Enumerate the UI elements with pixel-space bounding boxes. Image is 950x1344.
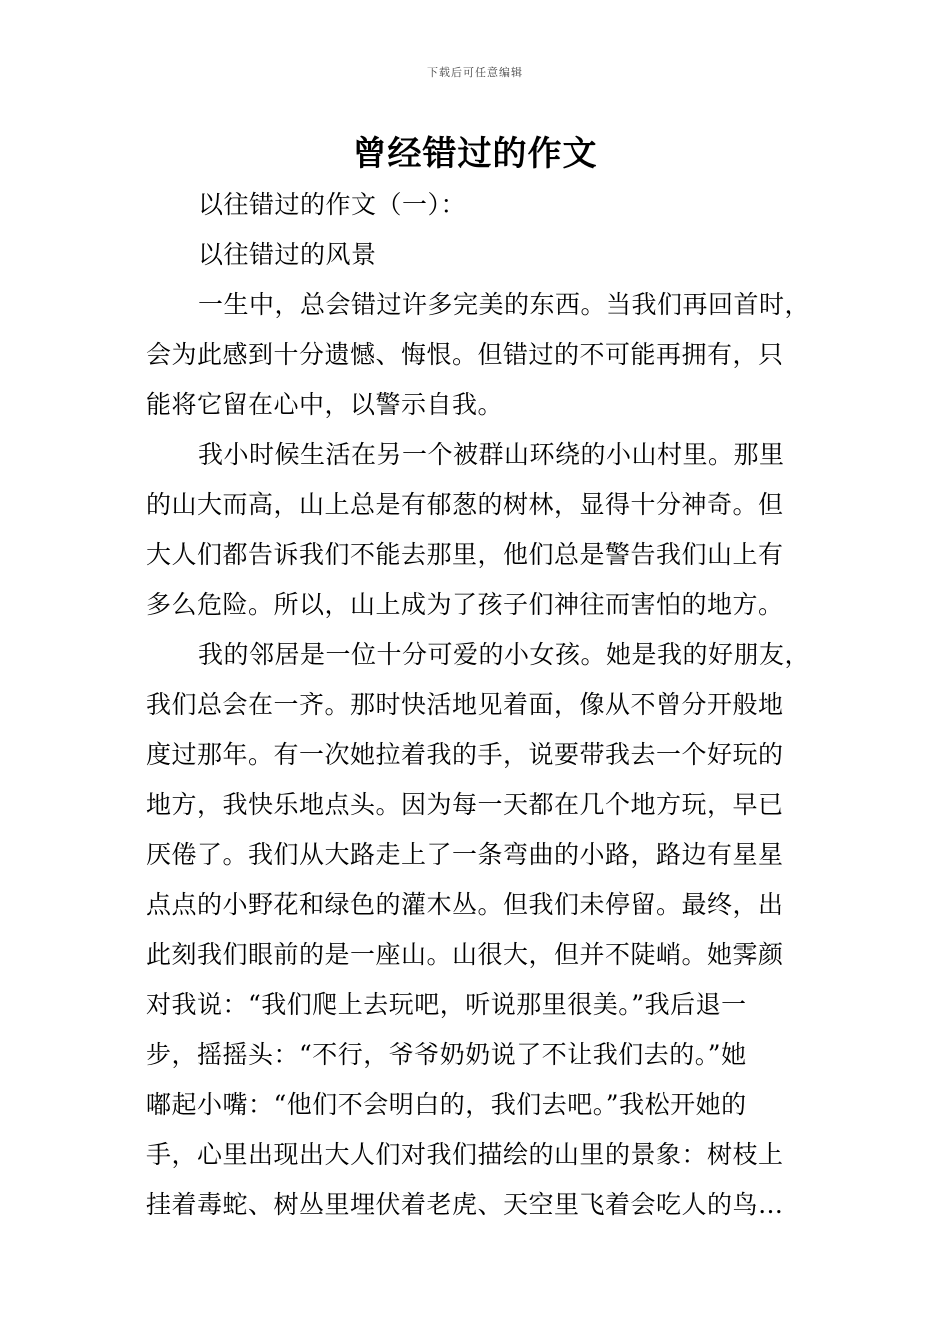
text-line: 嘟起小嘴：“他们不会明白的，我们去吧。”我松开她的: [146, 1090, 747, 1119]
text-line: 对我说：“我们爬上去玩吧，听说那里很美。”我后退一: [146, 990, 747, 1019]
text-line: 一生中，总会错过许多完美的东西。当我们再回首时，: [198, 290, 811, 319]
text-line: 度过那年。有一次她拉着我的手，说要带我去一个好玩的: [146, 740, 784, 769]
text-line: 以往错过的风景: [198, 240, 377, 269]
text-line: 会为此感到十分遗憾、悔恨。但错过的不可能再拥有，只: [146, 340, 784, 369]
text-line: 步，摇摇头：“不行，爷爷奶奶说了不让我们去的。”她: [146, 1040, 747, 1069]
document-body: [146, 180, 816, 1230]
text-line: 手，心里出现出大人们对我们描绘的山里的景象：树枝上: [146, 1140, 784, 1169]
text-line: 挂着毒蛇、树丛里埋伏着老虎、天空里飞着会吃人的鸟…: [146, 1190, 784, 1219]
text-line: 我的邻居是一位十分可爱的小女孩。她是我的好朋友，: [198, 640, 811, 669]
text-line: 能将它留在心中，以警示自我。: [146, 390, 504, 419]
text-line: 厌倦了。我们从大路走上了一条弯曲的小路，路边有星星: [146, 840, 784, 869]
text-line: 此刻我们眼前的是一座山。山很大，但并不陡峭。她霁颜: [146, 940, 784, 969]
text-line: 点点的小野花和绿色的灌木丛。但我们未停留。最终，出: [146, 890, 784, 919]
text-line: 我小时候生活在另一个被群山环绕的小山村里。那里: [198, 440, 785, 469]
header-note: 下载后可任意编辑: [427, 66, 523, 79]
text-line: 的山大而高，山上总是有郁葱的树林，显得十分神奇。但: [146, 490, 784, 519]
text-line: 以往错过的作文（一）：: [198, 190, 467, 219]
text-line: 我们总会在一齐。那时快活地见着面，像从不曾分开般地: [146, 690, 784, 719]
text-line: 多么危险。所以，山上成为了孩子们神往而害怕的地方。: [146, 590, 784, 619]
document-title: 曾经错过的作文: [352, 134, 598, 174]
text-line: 地方，我快乐地点头。因为每一天都在几个地方玩，早已: [146, 790, 784, 819]
text-line: 大人们都告诉我们不能去那里，他们总是警告我们山上有: [146, 540, 784, 569]
